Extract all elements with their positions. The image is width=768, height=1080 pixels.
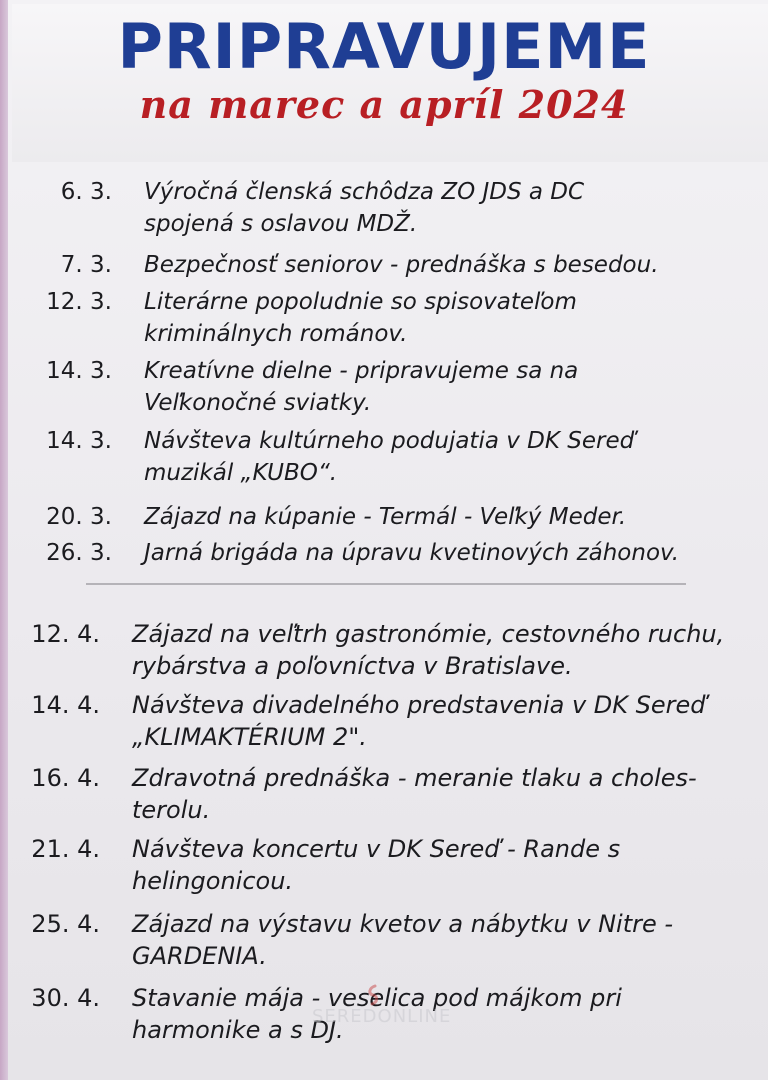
event-description: Zdravotná prednáška - meranie tlaku a choles- terolu. bbox=[132, 764, 697, 824]
event-item bbox=[0, 176, 768, 240]
event-item bbox=[0, 425, 768, 489]
event-date: 12. 3. bbox=[46, 289, 112, 315]
event-item bbox=[0, 689, 768, 753]
event-description: Jarná brigáda na úpravu kvetinových záhonov. bbox=[144, 540, 680, 566]
event-description: Literárne popoludnie so spisovateľom kriminálnych románov. bbox=[144, 289, 577, 347]
swirl-logo-icon bbox=[364, 984, 386, 1006]
event-description: Výročná členská schôdza ZO JDS a DC spojená s oslavou MDŽ. bbox=[144, 179, 585, 237]
event-description: Návšteva kultúrneho podujatia v DK Sereď muzikál „KUBO“. bbox=[144, 428, 635, 486]
event-date: 20. 3. bbox=[46, 504, 112, 530]
event-description: Zájazd na kúpanie - Termál - Veľký Meder. bbox=[144, 504, 627, 530]
poster-subtitle: na marec a apríl 2024 bbox=[139, 82, 629, 127]
event-description: Návšteva divadelného predstavenia v DK Sereď „KLIMAKTÉRIUM 2". bbox=[132, 691, 706, 751]
event-date: 26. 3. bbox=[46, 540, 112, 566]
event-item bbox=[0, 762, 768, 826]
event-date: 14. 3. bbox=[46, 428, 112, 454]
section-divider bbox=[86, 583, 686, 585]
event-description: Návšteva koncertu v DK Sereď - Rande s helingonicou. bbox=[132, 835, 621, 895]
event-date: 14. 4. bbox=[31, 691, 100, 719]
event-description: Stavanie mája - veselica pod májkom pri harmonike a s DJ. bbox=[132, 984, 622, 1044]
event-item bbox=[0, 249, 768, 281]
event-date: 25. 4. bbox=[31, 910, 100, 938]
event-description: Zájazd na výstavu kvetov a nábytku v Nitre - GARDENIA. bbox=[132, 910, 674, 970]
event-item bbox=[0, 618, 768, 682]
event-description: Kreatívne dielne - pripravujeme sa na Veľkonočné sviatky. bbox=[144, 358, 579, 416]
event-item bbox=[0, 537, 768, 569]
event-date: 6. 3. bbox=[60, 179, 112, 205]
event-item bbox=[0, 501, 768, 533]
watermark: SEREDONLINE bbox=[312, 1006, 452, 1027]
poster-title: PRIPRAVUJEME bbox=[117, 10, 651, 83]
event-item bbox=[0, 908, 768, 972]
event-description: Zájazd na veľtrh gastronómie, cestovného ruchu, rybárstva a poľovníctva v Bratislave. bbox=[132, 620, 725, 680]
event-date: 16. 4. bbox=[31, 764, 100, 792]
event-description: Bezpečnosť seniorov - prednáška s besedou. bbox=[144, 252, 659, 278]
event-date: 14. 3. bbox=[46, 358, 112, 384]
event-date: 21. 4. bbox=[31, 835, 100, 863]
event-date: 12. 4. bbox=[31, 620, 100, 648]
event-item bbox=[0, 286, 768, 350]
event-item bbox=[0, 833, 768, 897]
event-date: 30. 4. bbox=[31, 984, 100, 1012]
event-date: 7. 3. bbox=[60, 252, 112, 278]
event-item bbox=[0, 355, 768, 419]
